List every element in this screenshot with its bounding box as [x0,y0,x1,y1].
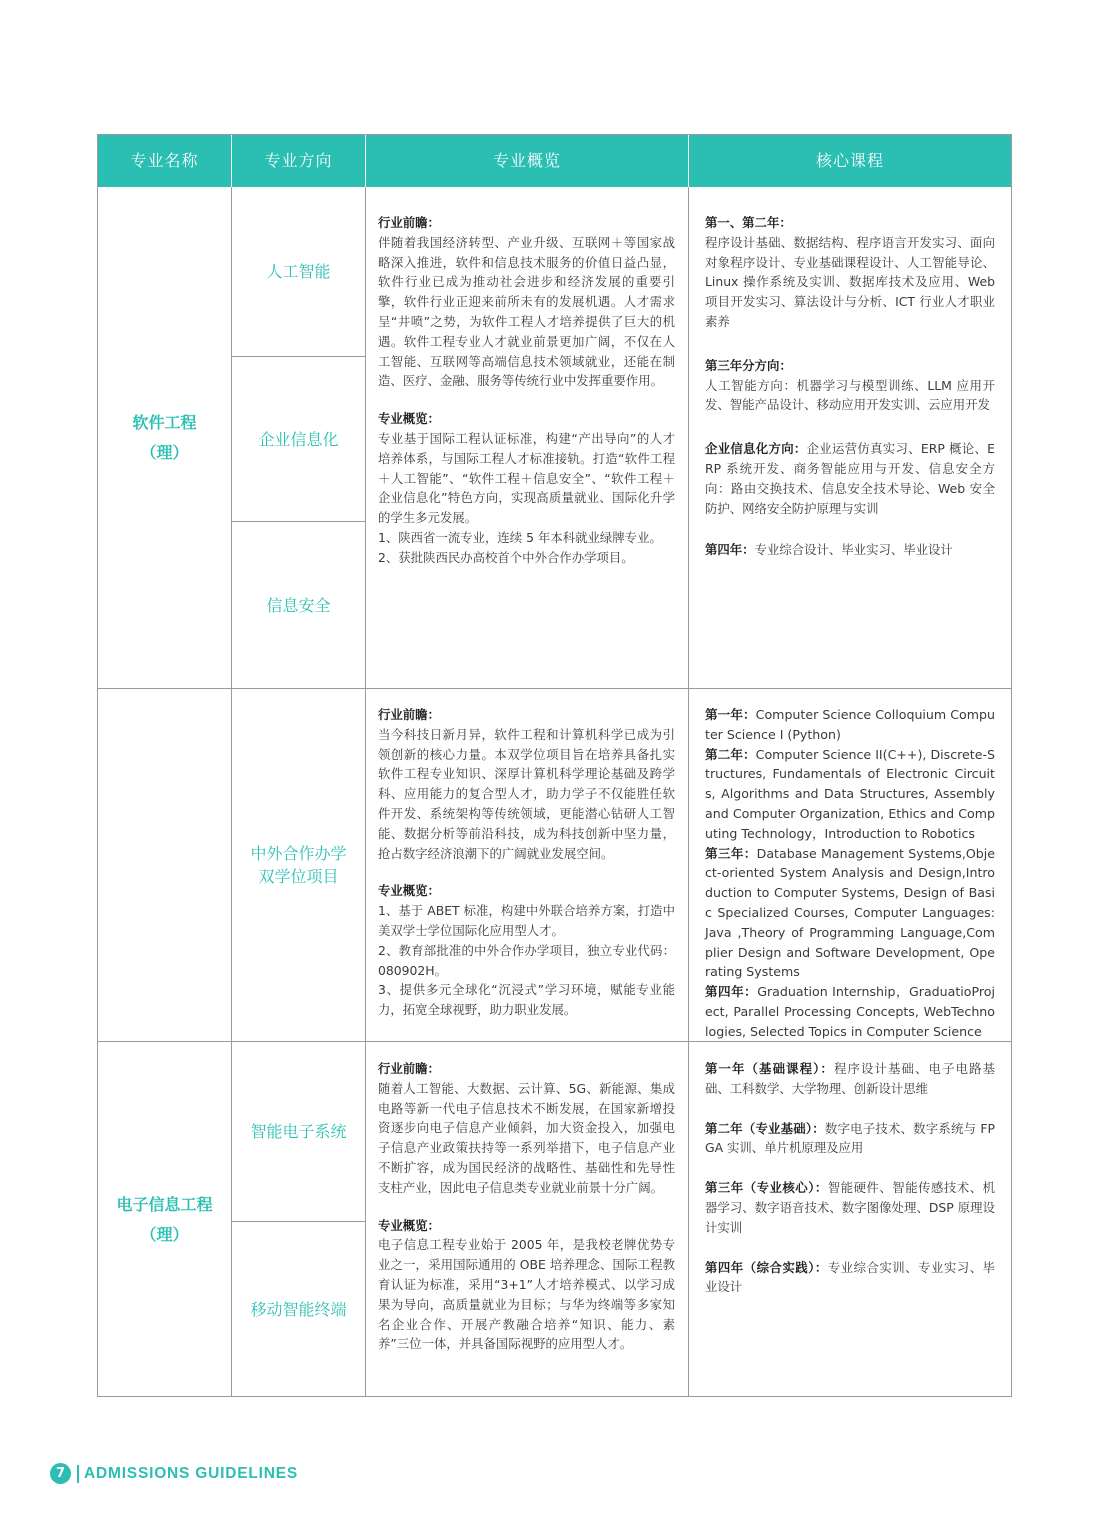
page-footer [50,1463,298,1484]
overview-point: 2、获批陕西民办高校首个中外合作办学项目。 [378,549,634,565]
course-year-label: 第一、第二年： [705,215,792,230]
course-year-text: Graduation Internship，GraduatioProject, Parallel Processing Concepts, WebTechnologies, Selected Topics in Computer Science [705,984,995,1039]
program-table [97,134,1012,1397]
course-year-text: 专业综合设计、毕业实习、毕业设计 [754,542,953,558]
major-name: 电子信息工程 [116,1194,213,1214]
overview-point: 2、教育部批准的中外合作办学项目，独立专业代码：080902H。 [378,942,675,978]
major-electronic-information-engineering [98,1042,231,1397]
major-category: （理） [140,442,189,462]
footer-title: ADMISSIONS GUIDELINES [84,1464,299,1482]
course-year-text: 人工智能方向：机器学习与模型训练、LLM 应用开发、智能产品设计、移动应用开发实训、云应用开发 [705,377,995,413]
direction-ai: 人工智能 [266,262,331,281]
course-year-label: 第一年： [705,707,756,722]
direction-line: 中外合作办学 [250,844,347,863]
overview-label: 专业概览： [378,1217,440,1233]
header-overview: 专业概览 [492,151,561,170]
course-year-label: 第一年（基础课程）： [705,1061,834,1076]
course-year-text: Computer Science II(C++), Discrete-Structures, Fundamentals of Electronic Circuits, Algorithms and Data Structures, Assembly and Computer Organization, Ethics and Computing Technology，Introduction to Robotics [705,746,996,841]
course-year-label: 第三年： [705,845,757,861]
grid-divider [688,135,689,1396]
direction-information-security: 信息安全 [266,595,331,615]
header-divider [365,135,366,187]
direction-sino-foreign-dual-degree [232,689,365,1041]
course-year-text: 程序设计基础、电子电路基础、工科数学、大学物理、创新设计思维 [705,1061,995,1096]
header-divider [231,135,232,187]
major-category: （理） [140,1224,189,1244]
course-year-label: 第二年： [705,746,756,762]
course-year-label: 第四年（综合实践）： [705,1259,828,1275]
overview-point: 1、陕西省一流专业，连续 5 年本科就业绿牌专业。 [378,529,662,545]
course-year-text: Computer Science Colloquium Computer Science I (Python) [705,707,995,742]
direction-intelligent-electronic-systems: 智能电子系统 [250,1122,347,1141]
header-direction: 专业方向 [264,151,333,170]
overview-dual-degree [378,705,675,1020]
direction-enterprise-informatization: 企业信息化 [258,429,339,449]
courses-electronic-information [705,1059,995,1297]
course-year-text: 专业综合实训、专业实习、毕业设计 [705,1259,996,1295]
frontier-label: 行业前瞻： [378,707,440,722]
frontier-text: 当今科技日新月异，软件工程和计算机科学已成为引领创新的核心力量。本双学位项目旨在培养具备扎实软件工程专业知识、深厚计算机科学理论基础及跨学科、应用能力的复合型人才，助力学子不仅能胜任软件开发、系统架构等传统领域，更能潜心钻研人工智能、数据分析等前沿科技，成为科技创新中坚力量，抢占数字经济浪潮下的广阔就业发展空间。 [378,726,675,861]
page-number: 7 [50,1463,71,1484]
course-year-label: 第四年： [705,984,758,1000]
courses-software-engineering [705,213,995,560]
frontier-text: 随着人工智能、大数据、云计算、5G、新能源、集成电路等新一代电子信息技术不断发展，在国家新增投资逐步向电子信息产业倾斜，加大资金投入，加强电子信息产业政策扶持等一系列举措下，电子信息产业不断扩容，成为国民经济的战略性、基础性和先导性支柱产业，因此电子信息类专业就业前景十分广阔。 [378,1080,675,1195]
frontier-label: 行业前瞻： [378,1061,440,1076]
table-header [98,135,1011,187]
direction-mobile-intelligent-terminals: 移动智能终端 [250,1300,347,1319]
major-name: 软件工程 [132,412,197,432]
overview-label: 专业概览： [378,411,440,427]
major-software-engineering [98,187,231,688]
course-year-text: 数字电子技术、数字系统与 FPGA 实训、单片机原理及应用 [705,1120,995,1156]
overview-text: 电子信息工程专业始于 2005 年，是我校老牌优势专业之一，采用国际通用的 OBE 培养理念、国际工程教育认证为标准，采用“3+1”人才培养模式、以学习成果为导向，高质量就业为目标；与华为终端等多家知名企业合作、开展产教融合培养“知识、能力、素养”三位一体，并具备国际视野的应用型人才。 [378,1237,675,1352]
overview-point: 3、提供多元全球化“沉浸式”学习环境，赋能专业能力，拓宽全球视野，助力职业发展。 [378,982,675,1018]
course-year-text: 程序设计基础、数据结构、程序语言开发实习、面向对象程序设计、专业基础课程设计、人工智能导论、Linux 操作系统及实训、数据库技术及应用、Web 项目开发实习、算法设计与分析、ICT 行业人才职业素养 [705,234,995,329]
overview-software-engineering [378,213,675,568]
header-major-name: 专业名称 [130,151,199,170]
overview-label: 专业概览： [378,883,440,899]
course-year-label: 第二年（专业基础）： [705,1120,825,1136]
overview-electronic-information [378,1059,675,1354]
header-core-courses: 核心课程 [815,151,884,170]
course-direction-label: 企业信息化方向： [705,441,807,457]
direction-line: 双学位项目 [258,867,339,886]
course-year-text: Database Management Systems,Object-oriented System Analysis and Design,Introduction to Computer Systems, Design of Basic Specialized Courses, Computer Languages: Java ,Theory of Programming Language,Complier Design and Software Development, Operating Systems [705,845,995,980]
course-year-text: 智能硬件、智能传感技术、机器学习、数字语音技术、数字图像处理、DSP 原理设计实训 [705,1180,996,1235]
header-divider [688,135,689,187]
course-year-label: 第三年分方向： [705,357,792,373]
frontier-label: 行业前瞻： [378,215,440,230]
courses-dual-degree [705,705,995,1042]
frontier-text: 伴随着我国经济转型、产业升级、互联网＋等国家战略深入推进，软件和信息技术服务的价值日益凸显，软件行业已成为推动社会进步和经济发展的重要引擎，软件行业正迎来前所未有的发展机遇。人才需求呈“井喷”之势，为软件工程人才培养提供了巨大的机遇。软件工程专业人才就业前景更加广阔，不仅在人工智能、互联网等高端信息技术领域就业，还能在制造、医疗、金融、服务等传统行业中发挥重要作用。 [378,234,675,389]
overview-point: 1、基于 ABET 标准，构建中外联合培养方案，打造中美双学士学位国际化应用型人才。 [378,903,675,938]
overview-text: 专业基于国际工程认证标准，构建“产出导向”的人才培养体系，与国际工程人才标准接轨。打造“软件工程＋人工智能”、“软件工程＋信息安全”、“软件工程＋企业信息化”特色方向，实现高质量就业、国际化升学的学生多元发展。 [378,430,675,526]
footer-divider [77,1465,79,1483]
course-year-label: 第三年（专业核心）： [705,1180,828,1196]
grid-divider [365,135,366,1396]
course-year-label: 第四年： [705,542,755,558]
course-direction-text: 企业运营仿真实习、ERP 概论、ERP 系统开发、商务智能应用与开发、信息安全方向：路由交换技术、信息安全技术导论、Web 安全防护、网络安全防护原理与实训 [705,441,995,516]
